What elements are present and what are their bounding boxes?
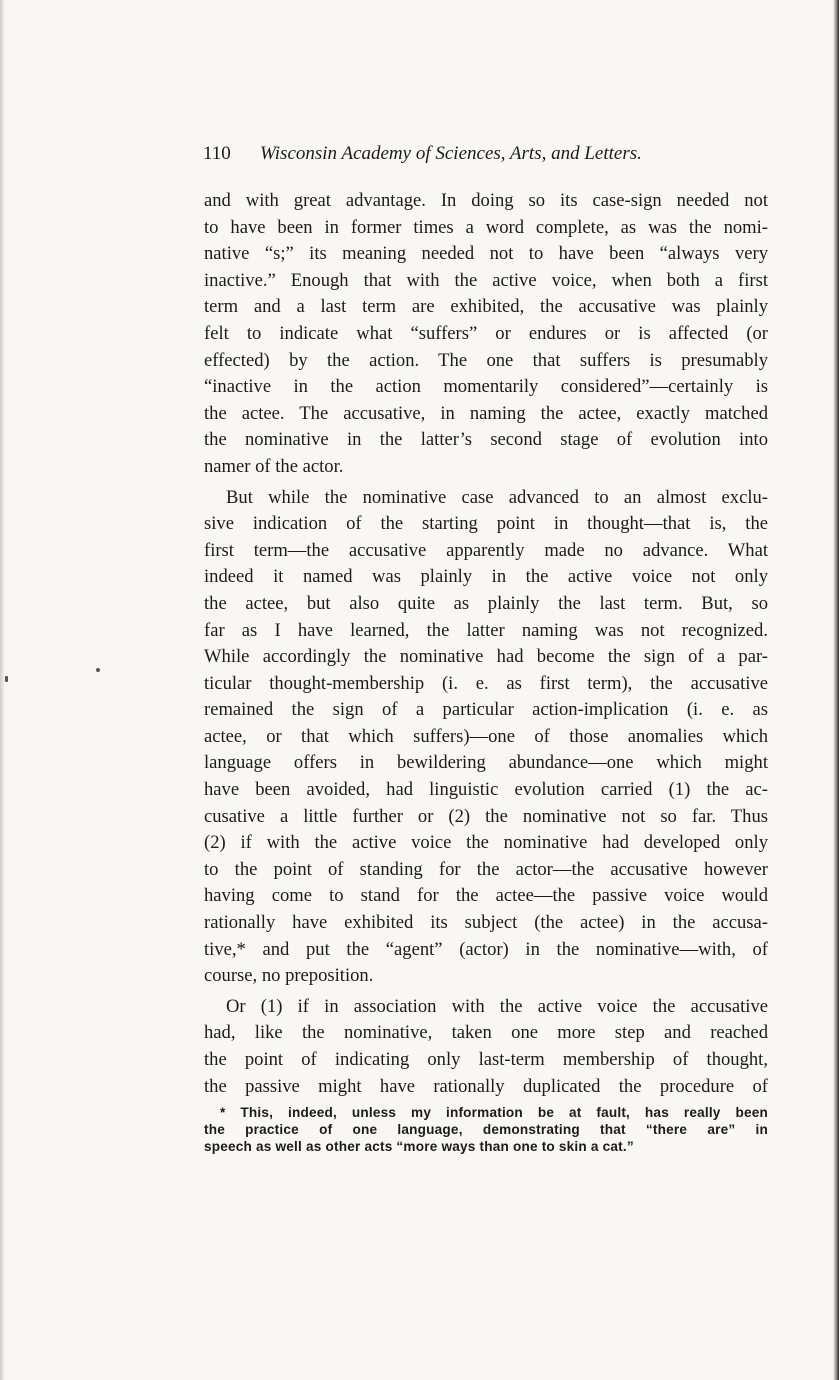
body-line: the point of indicating only last-term membership of thought, bbox=[204, 1049, 768, 1070]
body-line: felt to indicate what “suffers” or endures or is affected (or bbox=[204, 322, 768, 344]
body-line: Or (1) if in association with the active voice the accusative bbox=[226, 995, 768, 1017]
footnote-line: speech as well as other acts “more ways than one to skin a cat.” bbox=[204, 1139, 634, 1154]
scan-speck bbox=[5, 676, 8, 682]
body-line: term and a last term are exhibited, the accusative was plainly bbox=[204, 296, 768, 318]
body-line: to have been in former times a word complete, as was the nomi- bbox=[204, 216, 768, 238]
body-line: inactive.” Enough that with the active voice, when both a first bbox=[204, 269, 768, 291]
body-line: “inactive in the action momentarily considered”—certainly is bbox=[204, 376, 768, 398]
body-line: language offers in bewildering abundance—one which might bbox=[204, 752, 768, 774]
scan-speck bbox=[96, 668, 100, 672]
body-line: effected) by the action. The one that suffers is presumably bbox=[204, 349, 768, 371]
body-line: the actee, but also quite as plainly the last term. But, so bbox=[204, 592, 768, 614]
body-text bbox=[204, 188, 768, 1100]
body-line: had, like the nominative, taken one more step and reached bbox=[204, 1022, 768, 1044]
body-line: rationally have exhibited its subject (the actee) in the accusa- bbox=[204, 912, 768, 934]
body-line: and with great advantage. In doing so its case-sign needed not bbox=[204, 190, 768, 211]
body-line: course, no preposition. bbox=[204, 965, 374, 987]
body-line: sive indication of the starting point in thought—that is, the bbox=[204, 513, 768, 535]
footnote-line: * This, indeed, unless my information be at fault, has really been bbox=[220, 1105, 768, 1120]
body-line: the actee. The accusative, in naming the actee, exactly matched bbox=[204, 402, 768, 424]
body-line: first term—the accusative apparently made no advance. What bbox=[204, 539, 768, 561]
body-line: tive,* and put the “agent” (actor) in the nominative—with, of bbox=[204, 938, 768, 960]
body-line: While accordingly the nominative had become the sign of a par- bbox=[204, 646, 768, 668]
body-line: the nominative in the latter’s second stage of evolution into bbox=[204, 429, 768, 451]
body-line: having come to stand for the actee—the passive voice would bbox=[204, 885, 768, 907]
body-line: to the point of standing for the actor—the accusative however bbox=[204, 858, 768, 880]
body-line: far as I have learned, the latter naming was not recognized. bbox=[204, 619, 768, 641]
body-line: ticular thought-membership (i. e. as first term), the accusative bbox=[204, 672, 768, 694]
body-line: namer of the actor. bbox=[204, 455, 344, 477]
body-line: the passive might have rationally duplicated the procedure of bbox=[204, 1075, 768, 1097]
body-line: But while the nominative case advanced to an almost exclu- bbox=[226, 486, 768, 508]
body-line: actee, or that which suffers)—one of those anomalies which bbox=[204, 725, 768, 747]
page-right-edge bbox=[833, 0, 839, 1380]
body-line: remained the sign of a particular action-implication (i. e. as bbox=[204, 699, 768, 721]
footnote-line: the practice of one language, demonstrating that “there are” in bbox=[204, 1122, 768, 1137]
running-header bbox=[203, 143, 723, 169]
body-line: have been avoided, had linguistic evolution carried (1) the ac- bbox=[204, 779, 768, 801]
running-title: Wisconsin Academy of Sciences, Arts, and Letters. bbox=[260, 143, 642, 164]
body-line: (2) if with the active voice the nominative had developed only bbox=[204, 832, 768, 854]
page-left-edge bbox=[0, 0, 5, 1380]
body-line: indeed it named was plainly in the active voice not only bbox=[204, 566, 768, 588]
footnote bbox=[204, 1104, 768, 1155]
page-number: 110 bbox=[203, 143, 231, 164]
body-line: native “s;” its meaning needed not to have been “always very bbox=[204, 243, 768, 265]
body-line: cusative a little further or (2) the nominative not so far. Thus bbox=[204, 805, 768, 827]
